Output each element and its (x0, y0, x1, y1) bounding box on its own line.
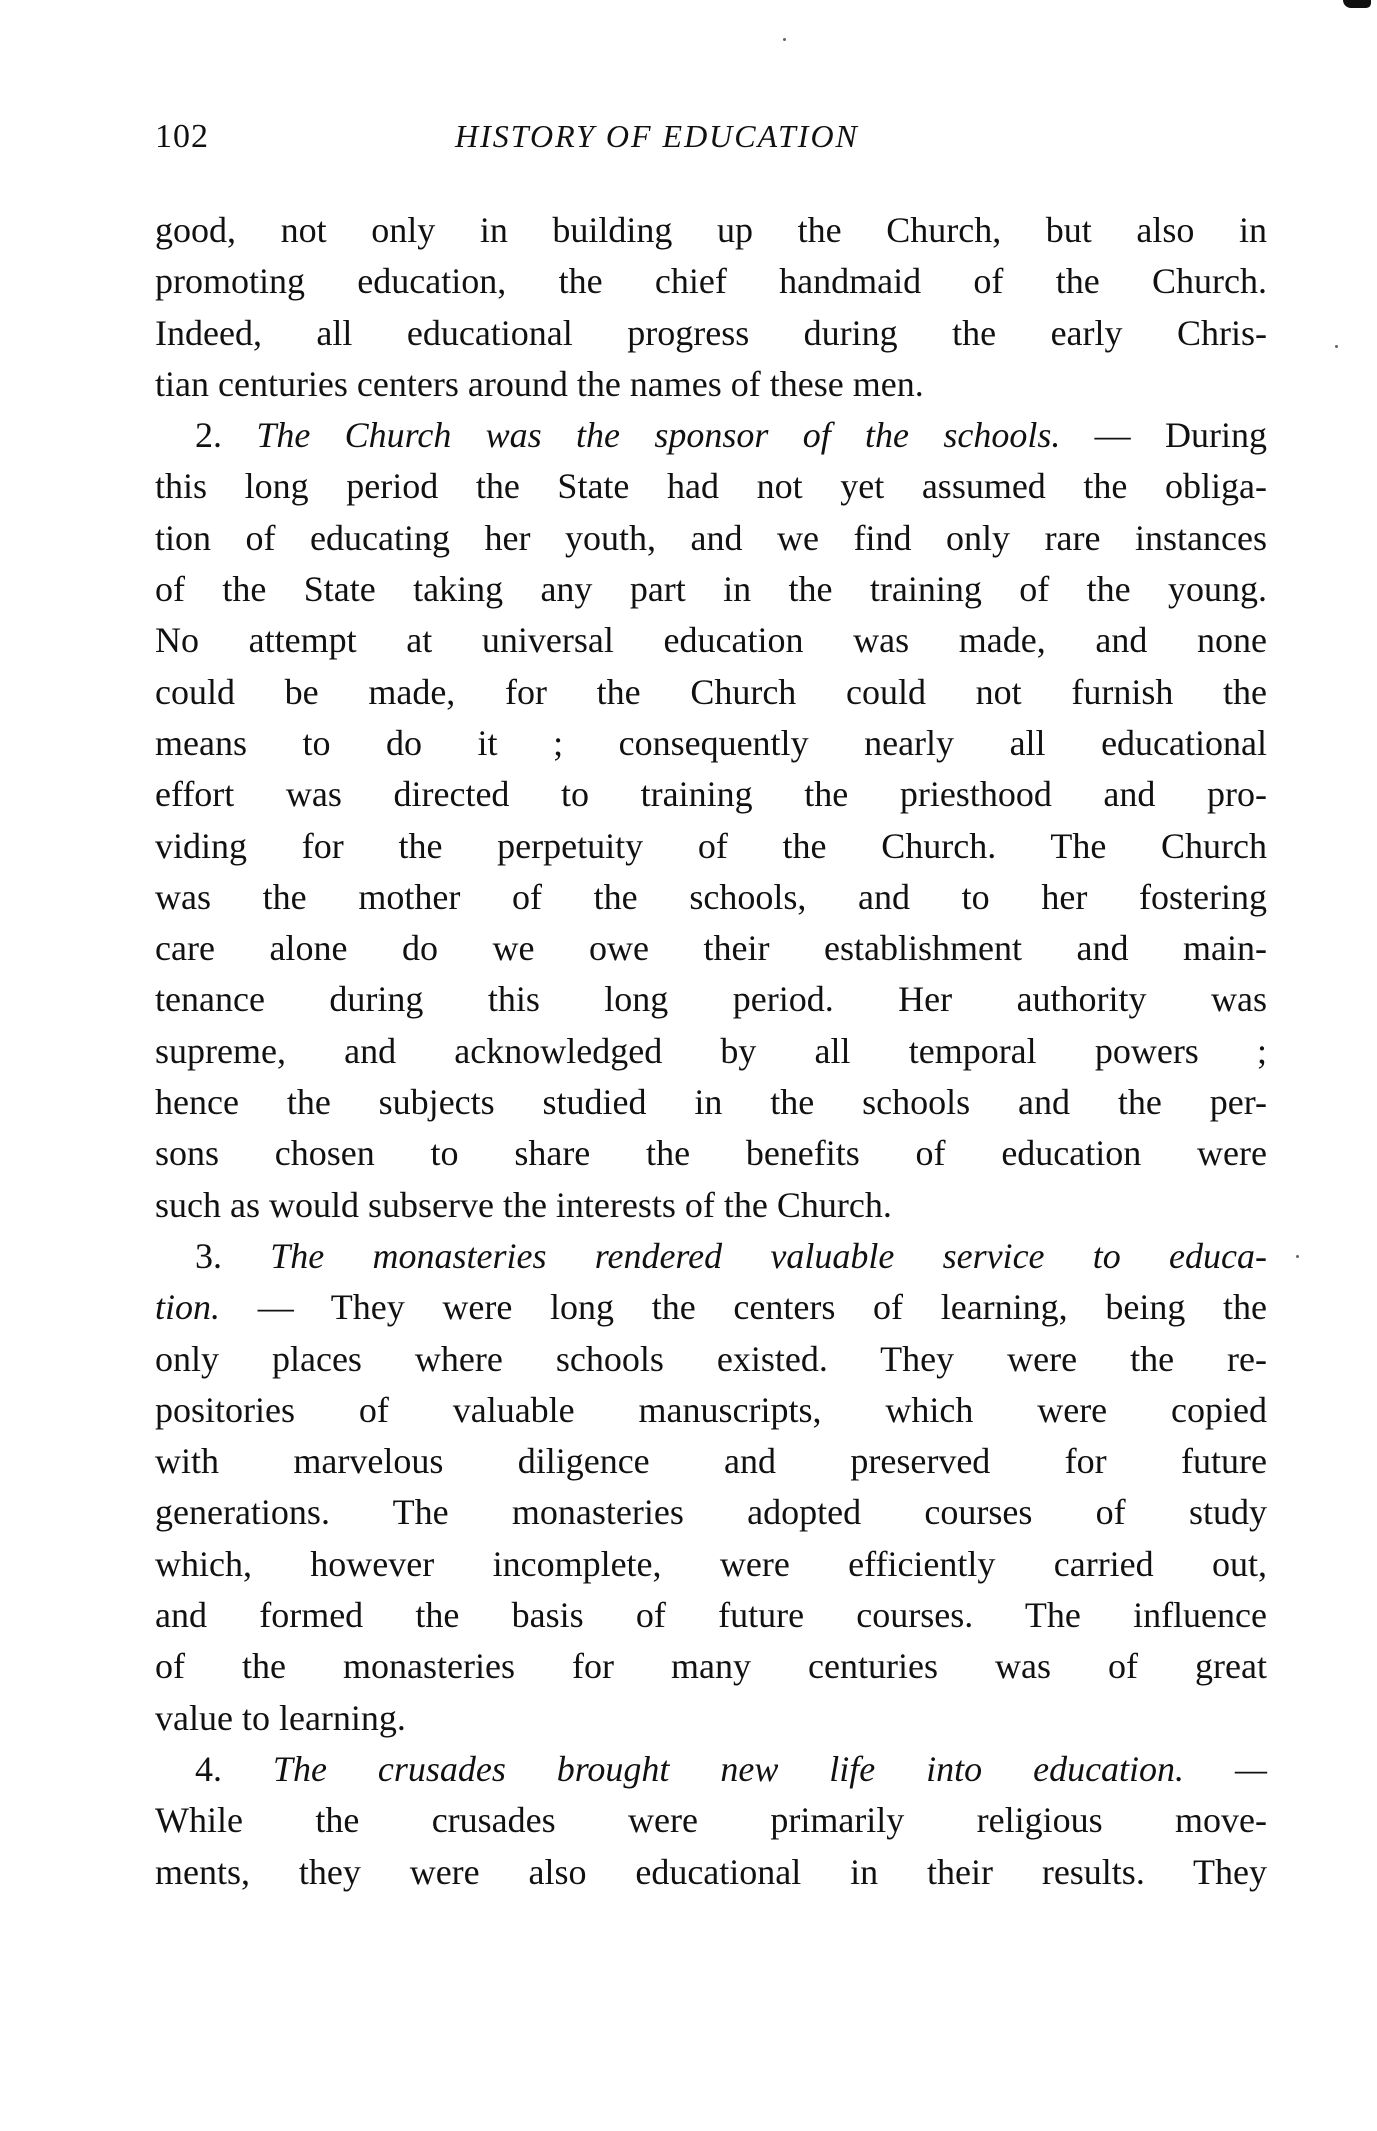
line-text: care alone do we owe their establishment and main- (155, 928, 1267, 969)
line-text: supreme, and acknowledged by all temporal powers ; (155, 1030, 1267, 1071)
line-text: tion of educating her youth, and we find only rare instances (155, 517, 1267, 558)
line-text: — They were long the centers of learning, being the (220, 1287, 1267, 1328)
section-heading-line (155, 410, 1267, 461)
text-line (155, 1693, 1267, 1744)
text-line (155, 1282, 1267, 1333)
text-line (155, 1334, 1267, 1385)
line-text: this long period the State had not yet assumed the obliga- (155, 466, 1267, 507)
text-line (155, 513, 1267, 564)
text-line (155, 872, 1267, 923)
line-text: viding for the perpetuity of the Church. The Church (155, 825, 1267, 866)
scan-speck (1335, 345, 1338, 348)
text-line (155, 461, 1267, 512)
line-text: and formed the basis of future courses. The influence (155, 1595, 1267, 1636)
section-number: 4. (195, 1748, 273, 1789)
section-heading-line (155, 1744, 1267, 1795)
text-line (155, 564, 1267, 615)
line-text: While the crusades were primarily religious move- (155, 1800, 1267, 1841)
line-text: ments, they were also educational in their results. They (155, 1851, 1267, 1892)
line-text: was the mother of the schools, and to her fostering (155, 876, 1267, 917)
line-text: — During (1060, 415, 1267, 456)
text-line (155, 308, 1267, 359)
section-title: The monasteries rendered valuable service to educa- (270, 1235, 1268, 1276)
line-text: value to learning. (155, 1697, 406, 1738)
line-text: No attempt at universal education was made, and none (155, 620, 1267, 661)
text-line (155, 205, 1267, 256)
text-line (155, 1847, 1267, 1898)
line-text: Indeed, all educational progress during the early Chris- (155, 312, 1267, 353)
line-text: generations. The monasteries adopted courses of study (155, 1492, 1267, 1533)
text-line (155, 1385, 1267, 1436)
running-head (155, 118, 1267, 158)
scan-artifact (1343, 0, 1371, 8)
section-heading-line (155, 1231, 1267, 1282)
line-text: could be made, for the Church could not furnish the (155, 671, 1267, 712)
line-text: sons chosen to share the benefits of education were (155, 1133, 1267, 1174)
line-text: effort was directed to training the priesthood and pro- (155, 774, 1267, 815)
line-text: of the monasteries for many centuries was of great (155, 1646, 1267, 1687)
page-number: 102 (155, 118, 209, 155)
line-text: with marvelous diligence and preserved for future (155, 1441, 1267, 1482)
text-line (155, 1641, 1267, 1692)
line-text: tenance during this long period. Her authority was (155, 979, 1267, 1020)
section-title: The crusades brought new life into education. — (272, 1748, 1267, 1789)
body-text (155, 205, 1267, 1898)
line-text: positories of valuable manuscripts, which were copied (155, 1389, 1267, 1430)
section-number: 2. (195, 415, 257, 456)
text-line (155, 1539, 1267, 1590)
running-title: HISTORY OF EDUCATION (455, 118, 859, 154)
line-text: only places where schools existed. They were the re- (155, 1338, 1267, 1379)
section-title: The Church was the sponsor of the schools. (256, 415, 1061, 456)
line-text: such as would subserve the interests of the Church. (155, 1184, 892, 1225)
text-line (155, 1795, 1267, 1846)
text-line (155, 821, 1267, 872)
text-line (155, 667, 1267, 718)
line-text: tian centuries centers around the names of these men. (155, 363, 924, 404)
line-text: of the State taking any part in the training of the young. (155, 569, 1267, 610)
section-number: 3. (195, 1235, 271, 1276)
text-line (155, 923, 1267, 974)
text-line (155, 769, 1267, 820)
text-line (155, 1180, 1267, 1231)
text-line (155, 718, 1267, 769)
section-title: tion. (155, 1287, 221, 1328)
scan-speck (783, 38, 786, 41)
line-text: hence the subjects studied in the schools and the per- (155, 1082, 1267, 1123)
line-text: which, however incomplete, were efficiently carried out, (155, 1543, 1267, 1584)
text-line (155, 1487, 1267, 1538)
text-line (155, 615, 1267, 666)
text-line (155, 1590, 1267, 1641)
line-text: means to do it ; consequently nearly all educational (155, 722, 1267, 763)
text-line (155, 1077, 1267, 1128)
line-text: promoting education, the chief handmaid of the Church. (155, 261, 1267, 302)
text-line (155, 256, 1267, 307)
text-line (155, 1026, 1267, 1077)
line-text: good, not only in building up the Church, but also in (155, 210, 1267, 250)
text-line (155, 1128, 1267, 1179)
text-line (155, 359, 1267, 410)
scan-speck (1296, 1255, 1299, 1258)
text-line (155, 974, 1267, 1025)
text-line (155, 1436, 1267, 1487)
